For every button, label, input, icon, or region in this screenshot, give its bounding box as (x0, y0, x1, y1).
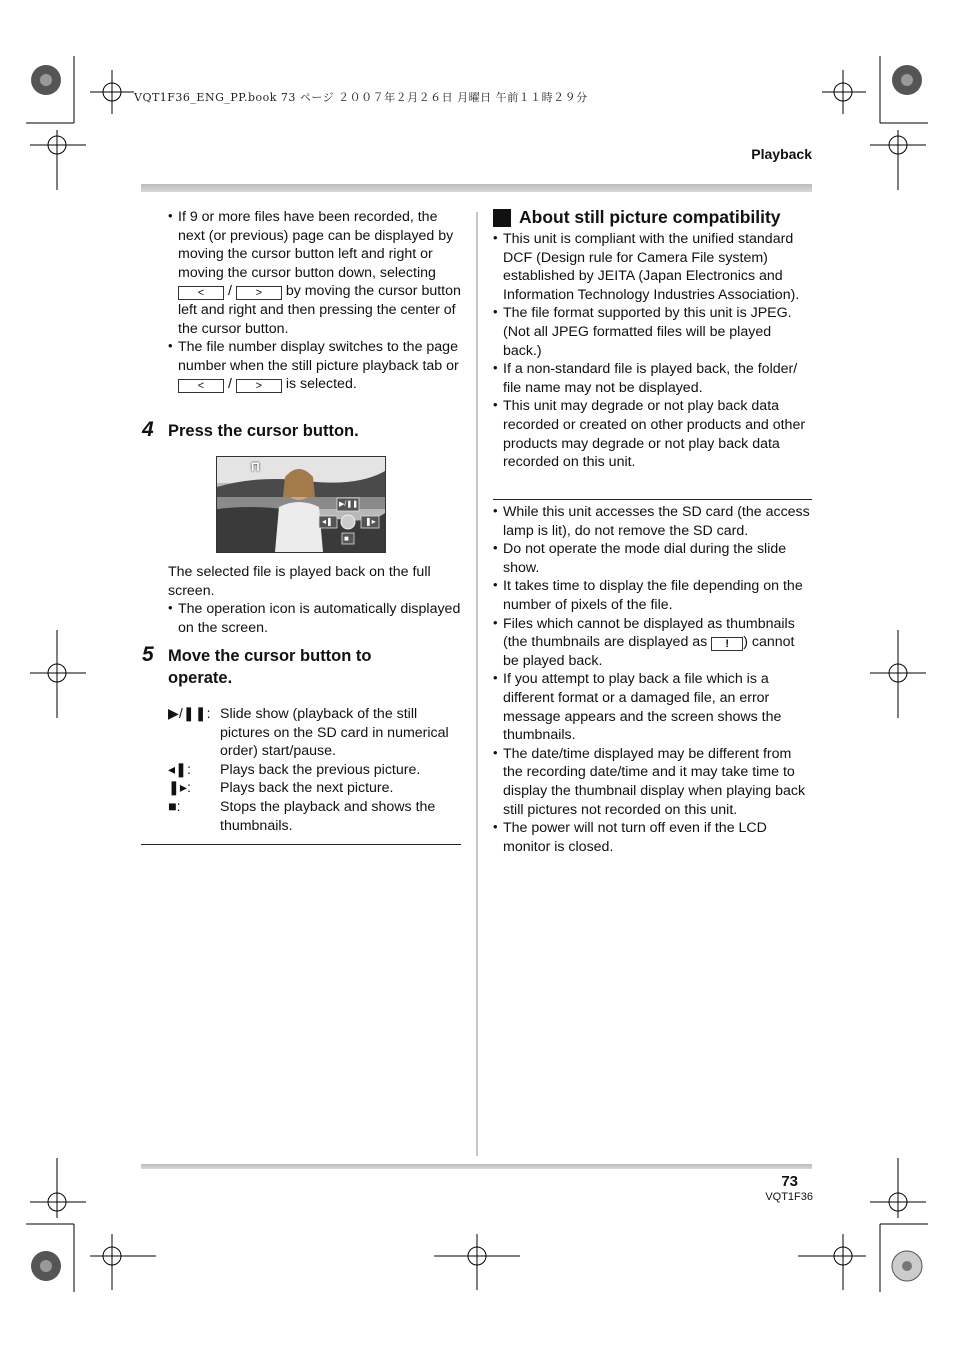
bullet-text: The file number display switches to the page number when the still picture playback tab or (178, 339, 459, 374)
image-mode-icon: Π (251, 460, 260, 474)
heading-square-icon (493, 209, 511, 227)
operation-row (168, 798, 463, 835)
bullet-text: It takes time to display the file depending on the number of pixels of the file. (503, 578, 803, 613)
list-item (168, 600, 463, 637)
column-divider (476, 212, 478, 1156)
next-key-box: > (236, 286, 282, 300)
bullet-text: The operation icon is automatically displayed on the screen. (178, 601, 461, 636)
list-item (493, 745, 813, 819)
list-item (493, 230, 813, 304)
list-item (493, 304, 813, 360)
top-rule (141, 184, 812, 192)
list-item (493, 615, 813, 671)
operation-desc: Stops the playback and shows the thumbnails. (220, 798, 436, 834)
list-item (493, 397, 813, 471)
book-meta-line: VQT1F36_ENG_PP.book 73 ページ ２００７年２月２６日 月曜日 午前１１時２９分 (134, 91, 588, 104)
slash: / (227, 283, 232, 300)
operation-row (168, 705, 463, 761)
prev-icon: ◂❚ (322, 517, 333, 526)
step-4-number: 4 (142, 418, 154, 441)
operation-list (168, 705, 463, 835)
step-5-title: Move the cursor button to operate. (168, 647, 372, 687)
bullet-text: is selected. (285, 376, 357, 393)
about-heading (493, 207, 781, 228)
bullet-text: If a non-standard file is played back, the folder/ file name may not be displayed. (503, 361, 798, 396)
bullet-text: by moving the cursor button left and right and then pressing the center of the cursor button. (178, 283, 461, 337)
list-item (493, 670, 813, 744)
step-4-text: The selected file is played back on the full screen. (168, 564, 431, 599)
bullet-text: This unit may degrade or not play back data recorded or created on other products and other products may degrade or not play back data recorded on this unit. (503, 398, 806, 471)
list-item (493, 503, 813, 540)
page-number: 73 (781, 1173, 798, 1190)
stop-icon: ■ (344, 534, 349, 543)
about-bullets (493, 230, 813, 472)
bullet-text: ) cannot be played back. (503, 634, 795, 669)
warning-thumbnail-icon: ! (711, 637, 743, 651)
left-end-rule (141, 844, 461, 845)
prev-key-box: < (178, 286, 224, 300)
prev-key-box: < (178, 379, 224, 393)
list-item (168, 208, 463, 338)
bullet-text: Do not operate the mode dial during the slide show. (503, 541, 787, 576)
bullet-text: The file format supported by this unit is JPEG. (Not all JPEG formatted files will be played back.) (503, 305, 792, 359)
list-item (493, 819, 813, 856)
bullet-text: The power will not turn off even if the LCD monitor is closed. (503, 820, 767, 855)
operation-row (168, 779, 463, 798)
play-pause-icon: ▶/❚❚: (168, 706, 211, 722)
notes-list (493, 503, 813, 856)
bottom-rule (141, 1164, 812, 1169)
model-code: VQT1F36 (765, 1191, 813, 1203)
list-item (493, 360, 813, 397)
bullet-text: If 9 or more files have been recorded, the next (or previous) page can be displayed by moving the cursor button left and right or moving the cursor button down, selecting (178, 209, 454, 281)
list-item (168, 338, 463, 394)
list-item (493, 540, 813, 577)
prev-icon: ◂❚: (168, 761, 191, 778)
left-bullets (168, 208, 463, 394)
playback-photo (217, 457, 385, 552)
next-key-box: > (236, 379, 282, 393)
list-item (493, 577, 813, 614)
play-pause-icon: ▶/❚❚ (339, 501, 359, 508)
stop-icon: ■: (168, 798, 181, 815)
step-4-title: Press the cursor button. (168, 422, 359, 440)
playback-screen-image (216, 456, 386, 553)
operation-desc: Plays back the previous picture. (220, 761, 421, 778)
step-5-number: 5 (142, 643, 154, 666)
slash: / (227, 376, 232, 393)
operation-desc: Slide show (playback of the still pictures on the SD card in numerical order) start/pause. (220, 706, 449, 760)
operation-row (168, 761, 463, 780)
operation-desc: Plays back the next picture. (220, 780, 394, 797)
bullet-text: The date/time displayed may be different from the recording date/time and it may take time to display the thumbnail display when playing back still pictures not recorded on this unit. (503, 745, 806, 818)
right-rule (493, 499, 812, 500)
step-4-body (168, 563, 463, 637)
bullet-text: This unit is compliant with the unified standard DCF (Design rule for Camera File system) established by JEITA (Japan Electronics and Information Technology Industries Association). (503, 231, 800, 303)
bullet-text: While this unit accesses the SD card (the access lamp is lit), do not remove the SD card. (503, 504, 810, 539)
section-label: Playback (751, 146, 812, 162)
about-title: About still picture compatibility (519, 207, 781, 227)
next-icon: ❚▸ (365, 517, 376, 526)
next-icon: ❚▸: (168, 780, 191, 797)
bullet-text: If you attempt to play back a file which is a different format or a damaged file, an error message appears and the screen shows the thumbnails. (503, 671, 782, 744)
bullet-text: Files which cannot be displayed as thumbnails (the thumbnails are displayed as (503, 615, 795, 651)
